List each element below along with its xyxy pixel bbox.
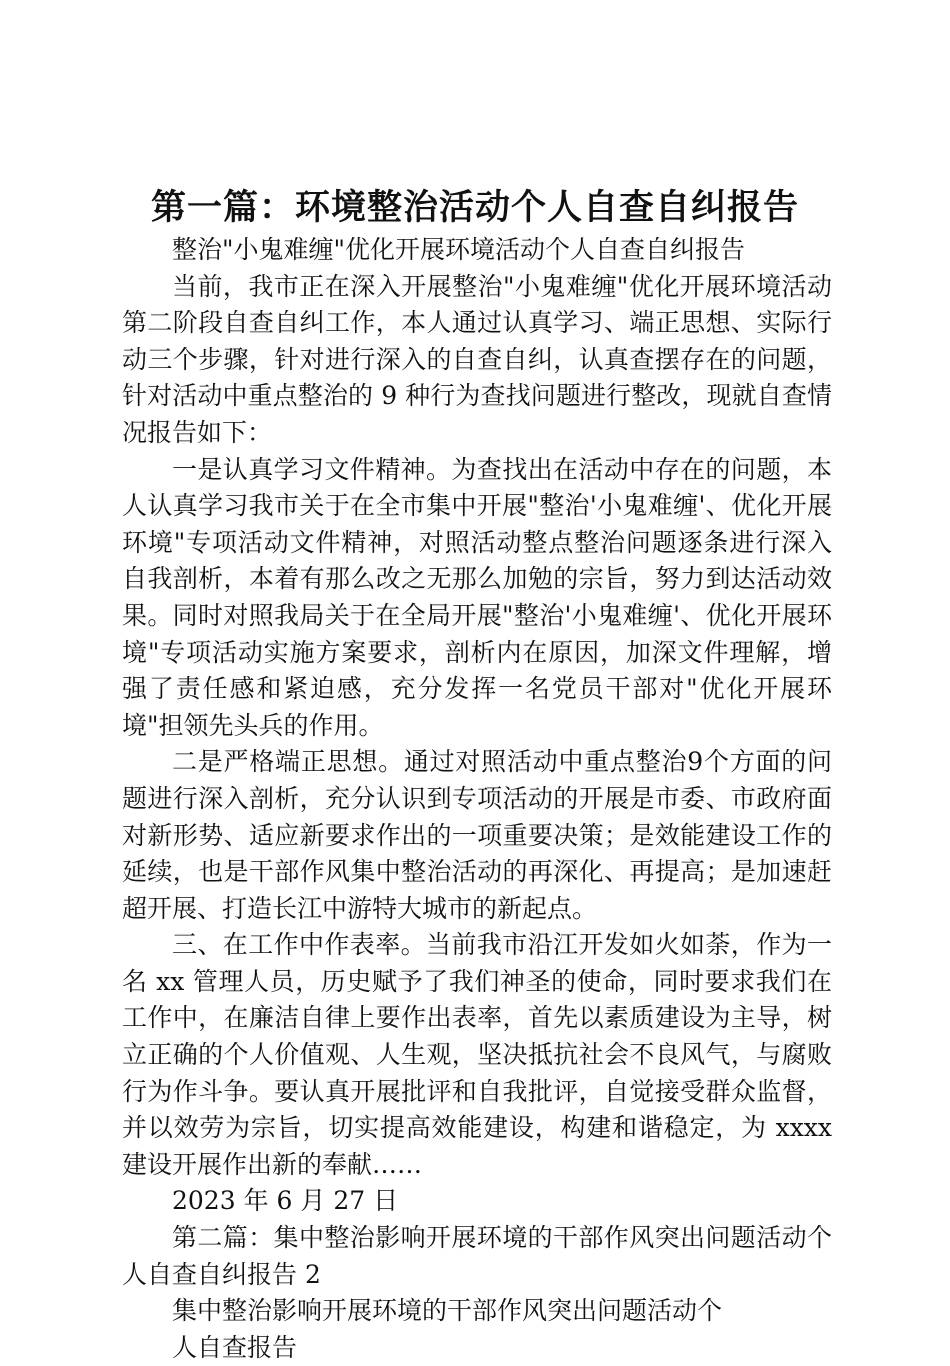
document-body — [122, 232, 832, 1366]
paragraph-example: 三、在工作中作表率。当前我市沿江开发如火如荼，作为一名 xx 管理人员，历史赋予了我们神圣的使命，同时要求我们在工作中，在廉洁自律上要作出表率，首先以素质建设为主导，树立正确的个人价值观、人生观，坚决抵抗社会不良风气，与腐败行为作斗争。要认真开展批评和自我批评，自觉接受群众监督，并以效劳为宗旨，切实提高效能建设，构建和谐稳定，为 xxxx 建设开展作出新的奉献…… — [122, 930, 832, 1179]
paragraph-intro: 当前，我市正在深入开展整治"小鬼难缠"优化开展环境活动第二阶段自查自纠工作，本人通过认真学习、端正思想、实际行动三个步骤，针对进行深入的自查自纠，认真查摆存在的问题，针对活动中重点整治的 9 种行为查找问题进行整改，现就自查情况报告如下： — [122, 271, 832, 447]
paragraph-second-heading-line2: 人自查报告 — [172, 1332, 298, 1362]
paragraph-date: 2023 年 6 月 27 日 — [172, 1186, 399, 1216]
paragraph-study: 一是认真学习文件精神。为查找出在活动中存在的问题，本人认真学习我市关于在全市集中开展"整治'小鬼难缠'、优化开展环境"专项活动文件精神，对照活动整点整治问题逐条进行深入自我剖析，本着有那么改之无那么加勉的宗旨，努力到达活动效果。同时对照我局关于在全局开展"整治'小鬼难缠'、优化开展环境"专项活动实施方案要求，剖析内在原因，加深文件理解，增强了责任感和紧迫感，充分发挥一名党员干部对"优化开展环境"担领先头兵的作用。 — [122, 454, 832, 740]
paragraph-thinking: 二是严格端正思想。通过对照活动中重点整治9个方面的问题进行深入剖析，充分认识到专项活动的开展是市委、市政府面对新形势、适应新要求作出的一项重要决策；是效能建设工作的延续，也是干部作风集中整治活动的再深化、再提高；是加速赶超开展、打造长江中游特大城市的新起点。 — [122, 747, 832, 923]
paragraph-second-heading-line1: 集中整治影响开展环境的干部作风突出问题活动个 — [172, 1296, 723, 1326]
paragraph-subtitle: 整治"小鬼难缠"优化开展环境活动个人自查自纠报告 — [172, 235, 746, 264]
document-title: 第一篇：环境整治活动个人自查自纠报告 — [150, 188, 799, 228]
paragraph-second-title: 第二篇：集中整治影响开展环境的干部作风突出问题活动个人自查自纠报告 2 — [122, 1223, 832, 1289]
